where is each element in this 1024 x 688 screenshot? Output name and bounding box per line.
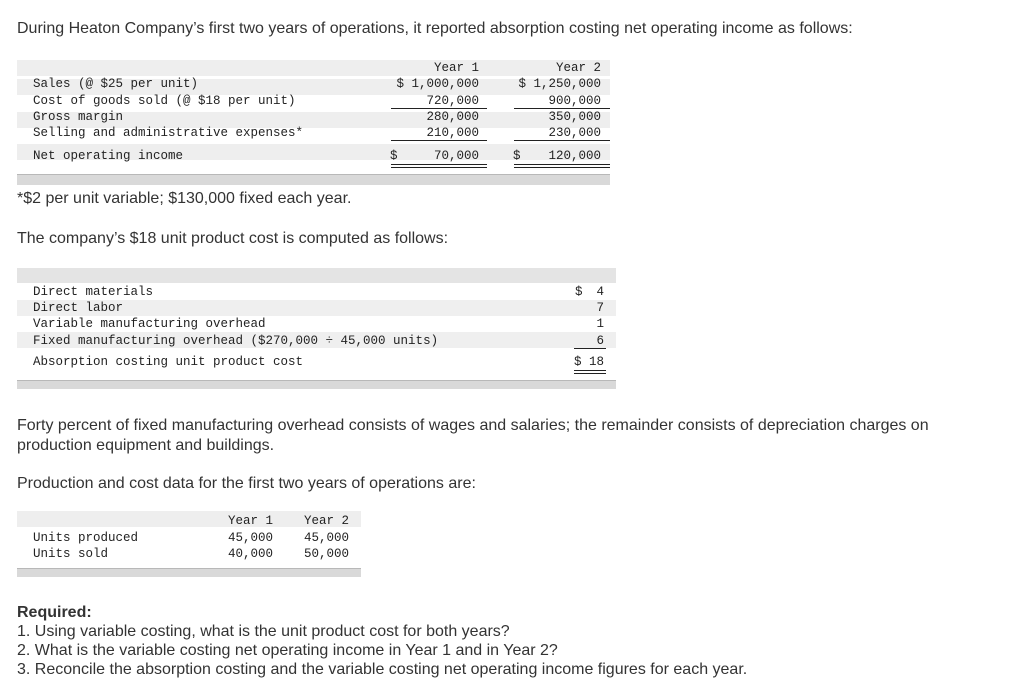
double-underline — [391, 164, 487, 168]
row-label: Direct materials — [33, 285, 154, 299]
row-y1: 45,000 — [227, 531, 273, 545]
year1-header: Year 1 — [227, 514, 273, 528]
row-label: Absorption costing unit product cost — [33, 355, 304, 369]
row-value: 1 — [596, 317, 604, 331]
underline — [391, 140, 487, 141]
row-value: 7 — [596, 301, 604, 315]
row-label: Units produced — [33, 531, 139, 545]
row-y2: 350,000 — [548, 110, 601, 124]
required-item: 2. What is the variable costing net operating income in Year 1 and in Year 2? — [17, 642, 558, 659]
underline — [514, 140, 610, 141]
required-heading: Required: — [17, 604, 92, 621]
row-label: Cost of goods sold (@ $18 per unit) — [33, 94, 296, 108]
row-value: 6 — [596, 334, 604, 348]
table-bottom-bar — [17, 568, 361, 577]
row-label: Units sold — [33, 547, 109, 561]
row-y2-dollar: $ — [513, 149, 521, 163]
income-table-header-band — [17, 60, 610, 76]
year2-header: Year 2 — [555, 61, 601, 75]
row-label: Selling and administrative expenses* — [33, 126, 304, 140]
overhead-note-text: Forty percent of fixed manufacturing overhead consists of wages and salaries; the remainder consists of depreciation charges on production equipment and buildings. — [17, 417, 929, 454]
row-y1: $ 1,000,000 — [396, 77, 479, 91]
row-y1: 70,000 — [433, 149, 479, 163]
required-item: 1. Using variable costing, what is the unit product cost for both years? — [17, 623, 510, 640]
row-dollar: $ — [575, 285, 583, 299]
year1-header: Year 1 — [433, 61, 479, 75]
required-item: 3. Reconcile the absorption costing and the variable costing net operating income figures for each year. — [17, 661, 748, 678]
table-bottom-bar — [17, 380, 616, 389]
row-label: Variable manufacturing overhead — [33, 317, 266, 331]
double-underline — [574, 370, 606, 374]
row-y2: 50,000 — [303, 547, 349, 561]
intro-text: During Heaton Company’s first two years of operations, it reported absorption costing net operating income as follows: — [17, 20, 853, 37]
row-y1: 280,000 — [426, 110, 479, 124]
production-intro-text: Production and cost data for the first two years of operations are: — [17, 475, 476, 492]
underline — [514, 108, 610, 109]
row-y2: 45,000 — [303, 531, 349, 545]
row-label: Gross margin — [33, 110, 124, 124]
row-value: 4 — [596, 285, 604, 299]
row-label: Sales (@ $25 per unit) — [33, 77, 199, 91]
underline — [574, 348, 606, 349]
row-y2: 120,000 — [548, 149, 601, 163]
row-label: Fixed manufacturing overhead ($270,000 ÷ 45,000 units) — [33, 334, 439, 348]
unit-cost-header-band — [17, 268, 616, 283]
row-value: $ 18 — [573, 355, 604, 369]
row-y1-dollar: $ — [390, 149, 398, 163]
footnote-text: *$2 per unit variable; $130,000 fixed each year. — [17, 190, 352, 207]
row-label: Net operating income — [33, 149, 184, 163]
row-label: Direct labor — [33, 301, 124, 315]
double-underline — [514, 164, 610, 168]
table-bottom-bar — [17, 174, 610, 185]
row-y1: 40,000 — [227, 547, 273, 561]
unit-cost-intro-text: The company’s $18 unit product cost is computed as follows: — [17, 230, 449, 247]
row-y1: 210,000 — [426, 126, 479, 140]
row-y2: 230,000 — [548, 126, 601, 140]
row-y1: 720,000 — [426, 94, 479, 108]
row-y2: $ 1,250,000 — [518, 77, 601, 91]
year2-header: Year 2 — [303, 514, 349, 528]
required-section — [17, 603, 747, 679]
row-y2: 900,000 — [548, 94, 601, 108]
underline — [391, 108, 487, 109]
